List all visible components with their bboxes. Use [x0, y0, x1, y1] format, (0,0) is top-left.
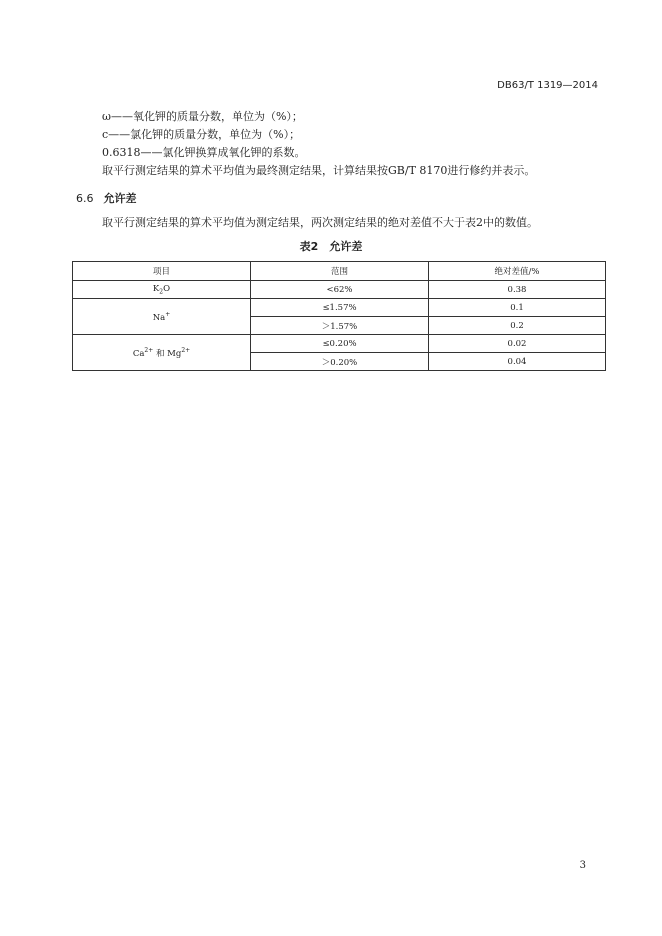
range-cell: ≤0.20%: [251, 335, 429, 353]
document-code: DB63/T 1319—2014: [497, 80, 598, 91]
range-cell: <62%: [251, 281, 429, 299]
section-heading: [76, 190, 137, 206]
diff-cell: 0.38: [429, 281, 606, 299]
table-row: [73, 281, 606, 299]
table-row: [73, 299, 606, 317]
range-cell: ≤1.57%: [251, 299, 429, 317]
tolerance-table: [72, 261, 606, 371]
definition-text: ——氯化钾的质量分数，单位为（%）；: [108, 128, 301, 141]
range-cell: ＞1.57%: [251, 317, 429, 335]
item-ca-mg: $Ca^{2+}$ 和 $Mg^{2+}$: [73, 335, 251, 371]
header-range: 范围: [251, 262, 429, 281]
definition-symbol: ω: [102, 110, 111, 123]
definition-symbol: c: [102, 128, 109, 141]
table-caption: 表2 允许差: [299, 240, 363, 253]
definition-c: [102, 126, 300, 142]
definition-text: ——氧化钾的质量分数，单位为（%）；: [110, 110, 303, 123]
definition-symbol: 0.6318: [102, 146, 141, 159]
range-cell: ＞0.20%: [251, 353, 429, 371]
section-title: 允许差: [103, 192, 137, 205]
diff-cell: 0.04: [429, 353, 606, 371]
diff-cell: 0.1: [429, 299, 606, 317]
paragraph-final-result: 取平行测定结果的算术平均值为最终测定结果，计算结果按GB/T 8170进行修约并表示。: [102, 164, 536, 177]
diff-cell: 0.2: [429, 317, 606, 335]
page-number: 3: [579, 860, 586, 871]
definition-omega: [102, 108, 303, 124]
header-abs-diff: 绝对差值/%: [429, 262, 606, 281]
section-number: 6.6: [76, 192, 94, 205]
table-row: [73, 335, 606, 353]
table-header-row: [73, 262, 606, 281]
paragraph-tolerance: 取平行测定结果的算术平均值为测定结果，两次测定结果的绝对差值不大于表2中的数值。: [102, 216, 538, 229]
definition-coefficient: [102, 144, 306, 160]
header-item: 项目: [73, 262, 251, 281]
diff-cell: 0.02: [429, 335, 606, 353]
item-na: Na+: [73, 299, 251, 335]
item-k2o: $K_2O$: [73, 281, 251, 299]
definition-text: ——氯化钾换算成氧化钾的系数。: [140, 146, 306, 159]
